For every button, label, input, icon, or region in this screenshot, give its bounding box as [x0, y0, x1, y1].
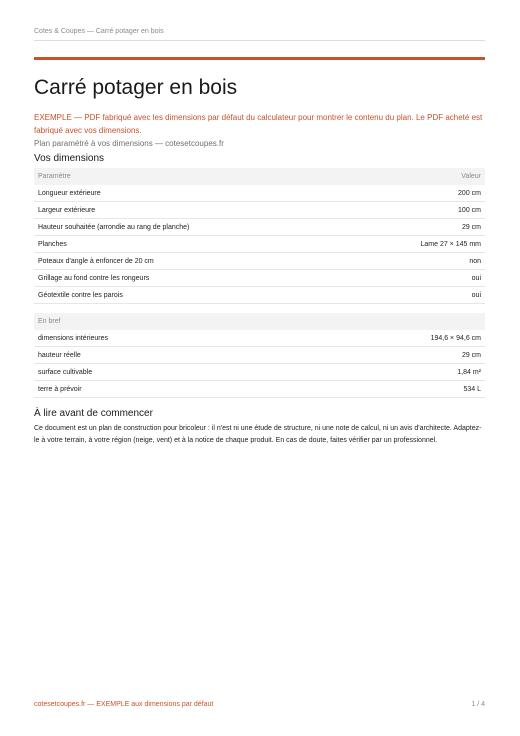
table-row	[34, 287, 485, 304]
row-value: 534 L	[292, 381, 485, 398]
row-value: 194,6 × 94,6 cm	[292, 330, 485, 347]
column-header-value: Valeur	[349, 168, 485, 185]
row-label: Géotextile contre les parois	[34, 287, 349, 304]
table-row	[34, 185, 485, 202]
table-row	[34, 253, 485, 270]
table-header-row	[34, 168, 485, 185]
row-label: Poteaux d'angle à enfoncer de 20 cm	[34, 253, 349, 270]
row-label: Largeur extérieure	[34, 202, 349, 219]
row-value: 100 cm	[349, 202, 485, 219]
row-value: non	[349, 253, 485, 270]
running-header: Cotes & Coupes — Carré potager en bois	[34, 28, 164, 35]
row-label: surface cultivable	[34, 364, 292, 381]
row-label: terre à prévoir	[34, 381, 292, 398]
page-number: 1 / 4	[471, 701, 485, 708]
table-header-row	[34, 313, 485, 330]
column-header-param: Paramètre	[34, 168, 349, 185]
subline: Plan paramétré à vos dimensions — cotesetcoupes.fr	[34, 139, 224, 148]
table-row	[34, 330, 485, 347]
table-row	[34, 236, 485, 253]
row-label: hauteur réelle	[34, 347, 292, 364]
table-row	[34, 347, 485, 364]
dimensions-heading: Vos dimensions	[34, 153, 105, 164]
read-before-body: Ce document est un plan de construction pour bricoleur : il n'est ni une étude de structure, ni une note de calcul, ni un avis d'architecte. Adaptez-le à votre terrain, à votre région (neige, vent) et à la notice de chaque produit. En cas de doute, faites vérifier par un professionnel.	[34, 425, 482, 444]
table-row	[34, 364, 485, 381]
summary-heading: En bref	[34, 313, 485, 330]
row-value: 29 cm	[349, 219, 485, 236]
read-before-heading: À lire avant de commencer	[34, 408, 153, 419]
row-value: 1,84 m²	[292, 364, 485, 381]
row-value: oui	[349, 287, 485, 304]
table-row	[34, 381, 485, 398]
row-label: Longueur extérieure	[34, 185, 349, 202]
row-label: dimensions intérieures	[34, 330, 292, 347]
row-value: oui	[349, 270, 485, 287]
accent-divider	[34, 57, 485, 60]
summary-table	[34, 313, 485, 398]
row-label: Planches	[34, 236, 349, 253]
row-value: 29 cm	[292, 347, 485, 364]
row-label: Hauteur souhaitée (arrondie au rang de planche)	[34, 219, 349, 236]
row-label: Grillage au fond contre les rongeurs	[34, 270, 349, 287]
table-row	[34, 270, 485, 287]
example-notice: EXEMPLE — PDF fabriqué avec les dimensions par défaut du calculateur pour montrer le contenu du plan. Le PDF acheté est fabriqué avec vos dimensions.	[34, 113, 483, 135]
footer-link[interactable]: cotesetcoupes.fr — EXEMPLE aux dimensions par défaut	[34, 701, 214, 708]
row-value: Lame 27 × 145 mm	[349, 236, 485, 253]
header-divider	[34, 40, 485, 41]
dimensions-table	[34, 168, 485, 304]
page-title: Carré potager en bois	[34, 76, 238, 99]
table-row	[34, 219, 485, 236]
row-value: 200 cm	[349, 185, 485, 202]
table-row	[34, 202, 485, 219]
